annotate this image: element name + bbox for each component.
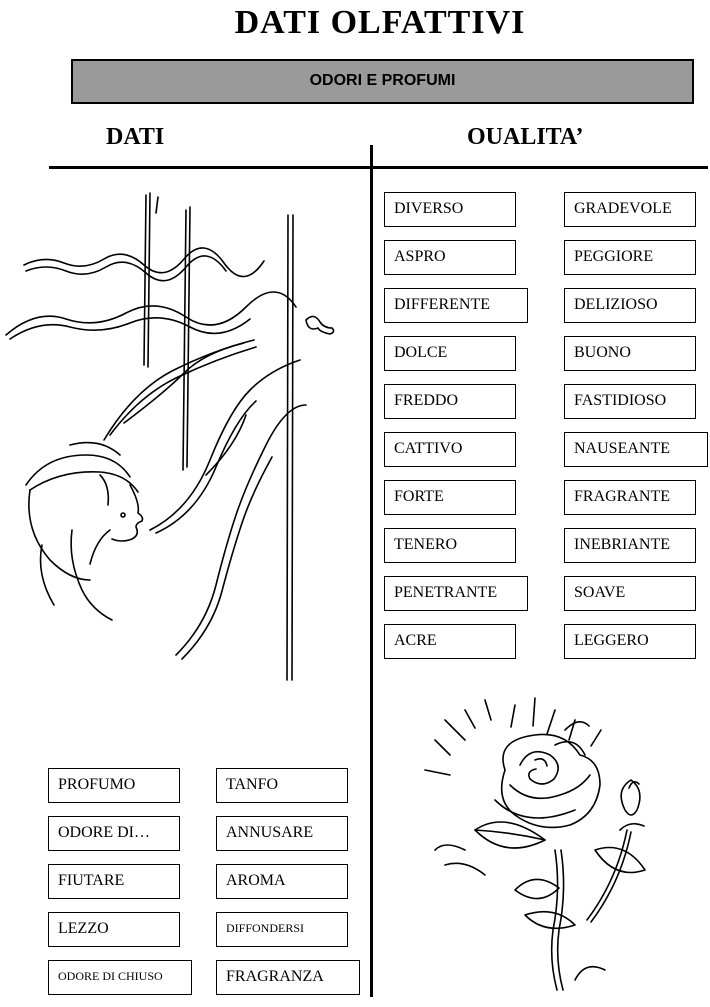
dati-word: DIFFONDERSI <box>216 912 348 947</box>
qualita-word: DELIZIOSO <box>564 288 696 323</box>
topic-banner <box>71 59 694 104</box>
qualita-word: NAUSEANTE <box>564 432 708 467</box>
qualita-word: ASPRO <box>384 240 516 275</box>
dati-word: PROFUMO <box>48 768 180 803</box>
qualita-word: FASTIDIOSO <box>564 384 696 419</box>
qualita-word: FREDDO <box>384 384 516 419</box>
qualita-word: GRADEVOLE <box>564 192 696 227</box>
qualita-word: DIVERSO <box>384 192 516 227</box>
qualita-header: OUALITA’ <box>467 124 584 150</box>
dati-word: AROMA <box>216 864 348 899</box>
dati-word: FRAGRANZA <box>216 960 360 995</box>
dati-word: LEZZO <box>48 912 180 947</box>
dati-word: ODORE DI CHIUSO <box>48 960 192 995</box>
qualita-word: ACRE <box>384 624 516 659</box>
rose-illustration <box>415 690 710 995</box>
dati-word: TANFO <box>216 768 348 803</box>
qualita-word: FORTE <box>384 480 516 515</box>
qualita-word: SOAVE <box>564 576 696 611</box>
qualita-word: BUONO <box>564 336 696 371</box>
dati-word: ODORE DI… <box>48 816 180 851</box>
qualita-word: DOLCE <box>384 336 516 371</box>
topic-banner-label: ODORI E PROFUMI <box>309 72 456 89</box>
dati-header: DATI <box>106 124 165 150</box>
qualita-word: CATTIVO <box>384 432 516 467</box>
qualita-word: LEGGERO <box>564 624 696 659</box>
girl-smelling-illustration <box>0 185 365 705</box>
dati-word: FIUTARE <box>48 864 180 899</box>
page-title: DATI OLFATTIVI <box>234 4 526 41</box>
qualita-word: DIFFERENTE <box>384 288 528 323</box>
qualita-word: PEGGIORE <box>564 240 696 275</box>
dati-word: ANNUSARE <box>216 816 348 851</box>
qualita-word: FRAGRANTE <box>564 480 696 515</box>
qualita-word: TENERO <box>384 528 516 563</box>
header-divider <box>49 166 708 169</box>
qualita-word: INEBRIANTE <box>564 528 696 563</box>
column-divider <box>370 145 373 997</box>
qualita-word: PENETRANTE <box>384 576 528 611</box>
